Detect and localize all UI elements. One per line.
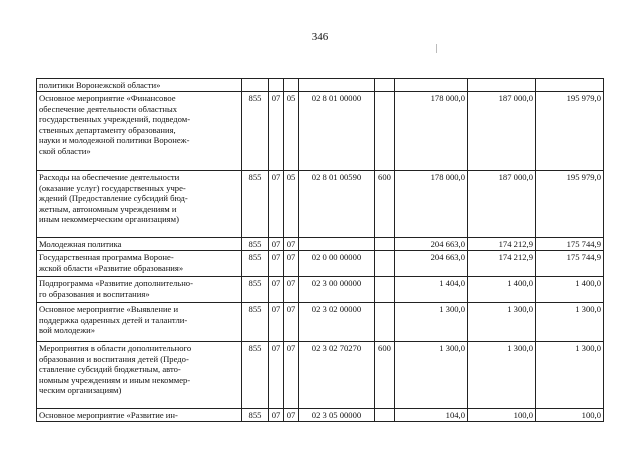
cell-amount-3: [536, 79, 604, 92]
cell-name: [37, 171, 242, 238]
cell-subsection: 07: [284, 238, 299, 251]
cell-target-article: 02 3 02 00000: [299, 303, 375, 342]
cell-ministry: 855: [242, 171, 269, 238]
cell-name-line: Мероприятия в области дополнительного: [39, 343, 192, 353]
table-body: [37, 79, 604, 422]
cell-name: [37, 277, 242, 303]
cell-expense-type: 600: [375, 171, 395, 238]
cell-name: [37, 92, 242, 171]
cell-subsection: [284, 79, 299, 92]
cell-amount-3: 175 744,9: [536, 251, 604, 277]
cell-amount-2: 174 212,9: [468, 238, 536, 251]
cell-section: 07: [269, 342, 284, 409]
table-row: [37, 251, 604, 277]
cell-target-article: [299, 79, 375, 92]
cell-section: 07: [269, 409, 284, 422]
cell-amount-1: 178 000,0: [395, 171, 468, 238]
cell-amount-1: 1 300,0: [395, 342, 468, 409]
page-number: 346: [311, 31, 329, 43]
cell-amount-2: 100,0: [468, 409, 536, 422]
cell-name-line: Подпрограмма «Развитие дополнительно-: [39, 278, 193, 288]
cell-amount-2: 1 300,0: [468, 303, 536, 342]
cell-amount-3: 1 300,0: [536, 303, 604, 342]
cell-amount-3: 195 979,0: [536, 171, 604, 238]
cell-ministry: 855: [242, 342, 269, 409]
cell-name-line: науки и молодежной политики Воронеж-: [39, 135, 190, 146]
cell-expense-type: [375, 409, 395, 422]
table-row: [37, 303, 604, 342]
cell-name-line: образования и воспитания детей (Предо-: [39, 353, 189, 364]
cell-name: [37, 303, 242, 342]
cell-name-line: номным учреждениям и иным некоммер-: [39, 374, 191, 385]
cell-subsection: 05: [284, 92, 299, 171]
cell-name: [37, 342, 242, 409]
cell-name-line: государственных учреждений, подведом-: [39, 114, 191, 125]
cell-amount-2: 187 000,0: [468, 171, 536, 238]
cell-expense-type: [375, 92, 395, 171]
table-row: [37, 92, 604, 171]
cell-amount-3: 195 979,0: [536, 92, 604, 171]
cell-name-line: Основное мероприятие «Финансовое: [39, 93, 176, 103]
cell-name-line: ждений (Предоставление субсидий бюд-: [39, 193, 188, 204]
cell-subsection: 07: [284, 303, 299, 342]
cell-target-article: 02 8 01 00000: [299, 92, 375, 171]
cell-name-line: вой молодежи»: [39, 325, 96, 336]
cell-ministry: 855: [242, 409, 269, 422]
cell-name-line: Государственная программа Вороне-: [39, 252, 174, 262]
cell-section: 07: [269, 303, 284, 342]
cell-amount-3: 1 300,0: [536, 342, 604, 409]
cell-target-article: [299, 238, 375, 251]
cell-name-line: (оказание услуг) государственных учре-: [39, 182, 186, 193]
cell-ministry: 855: [242, 238, 269, 251]
cell-amount-1: 178 000,0: [395, 92, 468, 171]
cell-target-article: 02 3 00 00000: [299, 277, 375, 303]
cell-ministry: 855: [242, 277, 269, 303]
cell-ministry: 855: [242, 303, 269, 342]
cell-name-line: ской области»: [39, 145, 91, 156]
cell-amount-3: 175 744,9: [536, 238, 604, 251]
cell-name-line: жетным, автономным учреждениям и: [39, 203, 177, 214]
cell-name-line: Основное мероприятие «Развитие ин-: [39, 410, 178, 420]
cell-amount-2: 187 000,0: [468, 92, 536, 171]
cell-expense-type: [375, 277, 395, 303]
cell-target-article: 02 3 02 70270: [299, 342, 375, 409]
cell-amount-1: [395, 79, 468, 92]
cell-section: 07: [269, 92, 284, 171]
cell-target-article: 02 8 01 00590: [299, 171, 375, 238]
cell-amount-1: 104,0: [395, 409, 468, 422]
budget-table: [36, 78, 604, 422]
cell-name: [37, 238, 242, 251]
table-row: [37, 171, 604, 238]
cell-amount-3: 100,0: [536, 409, 604, 422]
cell-ministry: 855: [242, 251, 269, 277]
cell-subsection: 07: [284, 342, 299, 409]
table-row: [37, 238, 604, 251]
cell-name-line: ственных департаменту образования,: [39, 124, 176, 135]
cell-section: 07: [269, 171, 284, 238]
cell-amount-2: 1 400,0: [468, 277, 536, 303]
scan-mark: [436, 44, 437, 53]
cell-subsection: 07: [284, 277, 299, 303]
cell-name-line: ческим организациям): [39, 385, 122, 396]
cell-expense-type: 600: [375, 342, 395, 409]
cell-target-article: 02 3 05 00000: [299, 409, 375, 422]
table-row: [37, 277, 604, 303]
cell-expense-type: [375, 303, 395, 342]
cell-name: [37, 79, 242, 92]
cell-name: [37, 251, 242, 277]
cell-expense-type: [375, 79, 395, 92]
cell-section: 07: [269, 277, 284, 303]
cell-amount-1: 1 404,0: [395, 277, 468, 303]
cell-target-article: 02 0 00 00000: [299, 251, 375, 277]
cell-amount-1: 204 663,0: [395, 251, 468, 277]
cell-name-line: Основное мероприятие «Выявление и: [39, 304, 179, 314]
cell-ministry: [242, 79, 269, 92]
cell-name-line: иным некоммерческим организациям): [39, 214, 179, 225]
cell-name-line: го образования и воспитания»: [39, 288, 150, 299]
cell-ministry: 855: [242, 92, 269, 171]
table-row: [37, 409, 604, 422]
cell-subsection: 07: [284, 409, 299, 422]
cell-section: [269, 79, 284, 92]
cell-section: 07: [269, 238, 284, 251]
cell-amount-2: 1 300,0: [468, 342, 536, 409]
cell-amount-2: [468, 79, 536, 92]
cell-name-line: политики Воронежской области»: [39, 80, 161, 90]
cell-name-line: Расходы на обеспечение деятельности: [39, 172, 180, 182]
cell-amount-1: 204 663,0: [395, 238, 468, 251]
cell-amount-2: 174 212,9: [468, 251, 536, 277]
cell-expense-type: [375, 238, 395, 251]
cell-subsection: 07: [284, 251, 299, 277]
cell-name-line: Молодежная политика: [39, 239, 122, 249]
cell-amount-3: 1 400,0: [536, 277, 604, 303]
cell-section: 07: [269, 251, 284, 277]
cell-name: [37, 409, 242, 422]
cell-name-line: обеспечение деятельности областных: [39, 103, 178, 114]
cell-name-line: жской области «Развитие образования»: [39, 262, 184, 273]
cell-expense-type: [375, 251, 395, 277]
cell-name-line: поддержка одаренных детей и талантли-: [39, 314, 188, 325]
table-row: [37, 342, 604, 409]
cell-amount-1: 1 300,0: [395, 303, 468, 342]
cell-name-line: ставление субсидий бюджетным, авто-: [39, 364, 181, 375]
table-row: [37, 79, 604, 92]
cell-subsection: 05: [284, 171, 299, 238]
